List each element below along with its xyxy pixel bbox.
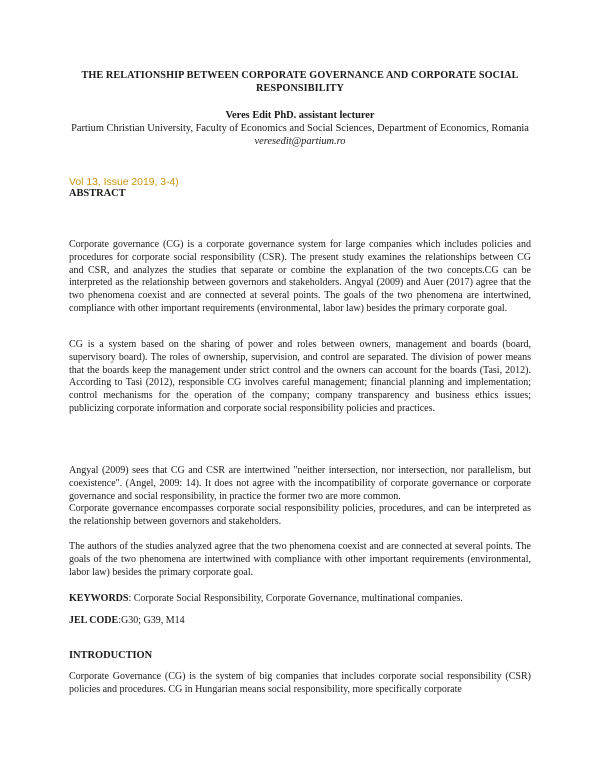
introduction-paragraph: Corporate Governance (CG) is the system of big companies that includes corporate social responsibility (CSR) policies and procedures. CG in Hungarian means social responsibility, more specifically corporate: [69, 671, 531, 695]
paper-title: THE RELATIONSHIP BETWEEN CORPORATE GOVERNANCE AND CORPORATE SOCIAL RESPONSIBILITY: [81, 70, 519, 94]
abstract-paragraph-2: CG is a system based on the sharing of power and roles between owners, management and boards (board, supervisory board). The roles of ownership, supervision, and control are separated. The division of power means that the boards keep the management under strict control and the owners can account for the boards (Tasi, 2012). According to Tasi (2012), responsible CG involves careful management; financial planning and implementation; control mechanisms for the operation of the company; company transparency and business ethics issues; publicizing corporate information and corporate social responsibility policies and practices.: [69, 339, 531, 414]
author-name: Veres Edit PhD. assistant lecturer: [225, 110, 375, 121]
author-block: [69, 109, 531, 148]
abstract-paragraph-3: Angyal (2009) sees that CG and CSR are intertwined "neither intersection, nor intersection, nor parallelism, but coexistence". (Angel, 2009: 14). It does not agree with the incompatibility of corporate governance or corporate governance and social responsibility, in practice the former two are more common.: [69, 465, 531, 502]
jel-label: JEL CODE: [69, 615, 119, 626]
introduction-heading: INTRODUCTION: [69, 650, 153, 661]
jel-line: [69, 615, 531, 628]
abstract-heading: ABSTRACT: [69, 188, 126, 199]
keywords-label: KEYWORDS: [69, 593, 129, 604]
volume-link[interactable]: Vol 13, Issue 2019, 3-4): [69, 177, 179, 188]
abstract-paragraph-5: The authors of the studies analyzed agree that the two phenomena coexist and are connected at several points. The goals of the two phenomena are intertwined with compliance with other important requirements (environmental, labor law) besides the primary corporate goal.: [69, 541, 531, 578]
jel-text: :G30; G39, M14: [118, 615, 185, 626]
author-affiliation: Partium Christian University, Faculty of Economics and Social Sciences, Department of Economics, Romania: [71, 123, 529, 134]
abstract-paragraph-4: Corporate governance encompasses corporate social responsibility policies, procedures, and can be interpreted as the relationship between governors and stakeholders.: [69, 503, 531, 527]
author-email[interactable]: veresedit@partium.ro: [254, 136, 346, 147]
keywords-line: [69, 593, 531, 606]
abstract-paragraph-1: Corporate governance (CG) is a corporate governance system for large companies which includes policies and procedures for corporate social responsibility (CSR). The present study examines the relationships between CG and CSR, and analyzes the studies that separate or combine the explanation of the two concepts.CG can be interpreted as the relationship between governors and stakeholders. Angyal (2009) and Auer (2017) agree that the two phenomena coexist and are connected at several points. The goals of the two phenomena are intertwined, compliance with other important requirements (environmental, labor law) besides the primary corporate goal.: [69, 239, 531, 314]
keywords-text: : Corporate Social Responsibility, Corporate Governance, multinational companies.: [128, 593, 463, 604]
